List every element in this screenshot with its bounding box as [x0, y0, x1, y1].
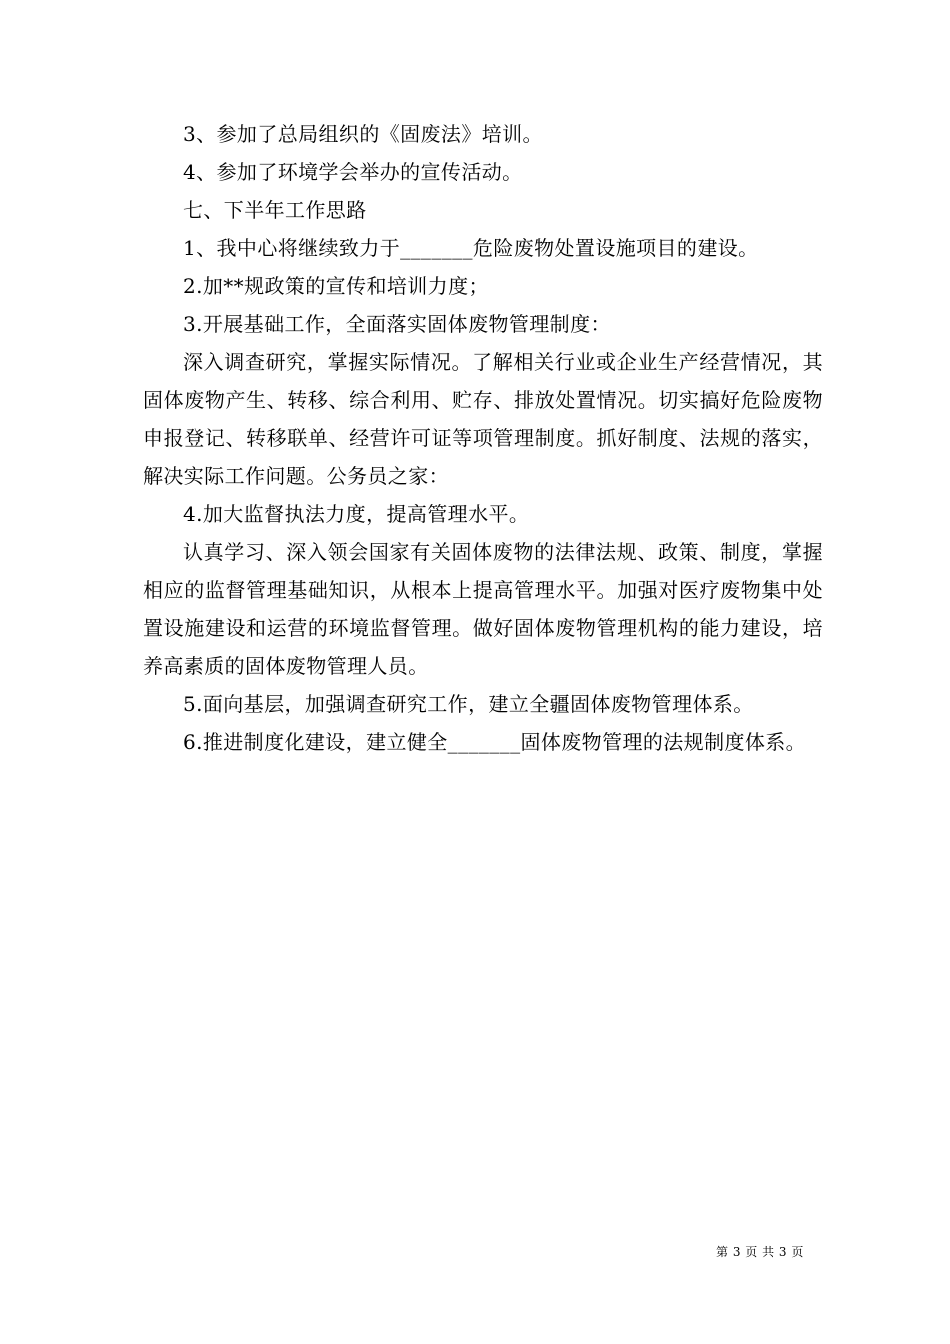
- paragraph-item-3-detail: 深入调查研究，掌握实际情况。了解相关行业或企业生产经营情况，其固体废物产生、转移、综合利用、贮存、排放处置情况。切实搞好危险废物申报登记、转移联单、经营许可证等项管理制度。抓好制度、法规的落实，解决实际工作问题。公务员之家：: [143, 350, 823, 488]
- document-body: [143, 115, 823, 761]
- paragraph-item-2: 2.加**规政策的宣传和培训力度；: [183, 274, 489, 298]
- paragraph-publicity: 4、参加了环境学会举办的宣传活动。: [183, 160, 523, 184]
- paragraph-item-4: 4.加大监督执法力度，提高管理水平。: [183, 502, 530, 526]
- paragraph-item-1: 1、我中心将继续致力于_______危险废物处置设施项目的建设。: [183, 236, 759, 260]
- section-heading: 七、下半年工作思路: [183, 198, 367, 222]
- paragraph-item-4-detail: 认真学习、深入领会国家有关固体废物的法律法规、政策、制度，掌握相应的监督管理基础知识，从根本上提高管理水平。加强对医疗废物集中处置设施建设和运营的环境监督管理。做好固体废物管理机构的能力建设，培养高素质的固体废物管理人员。: [143, 540, 823, 678]
- page-number: 第 3 页 共 3 页: [716, 1245, 804, 1259]
- paragraph-training: 3、参加了总局组织的《固废法》培训。: [183, 122, 543, 146]
- paragraph-item-5: 5.面向基层，加强调查研究工作，建立全疆固体废物管理体系。: [183, 692, 754, 716]
- paragraph-item-3: 3.开展基础工作，全面落实固体废物管理制度：: [183, 312, 611, 336]
- paragraph-item-6: 6.推进制度化建设，建立健全_______固体废物管理的法规制度体系。: [183, 730, 807, 754]
